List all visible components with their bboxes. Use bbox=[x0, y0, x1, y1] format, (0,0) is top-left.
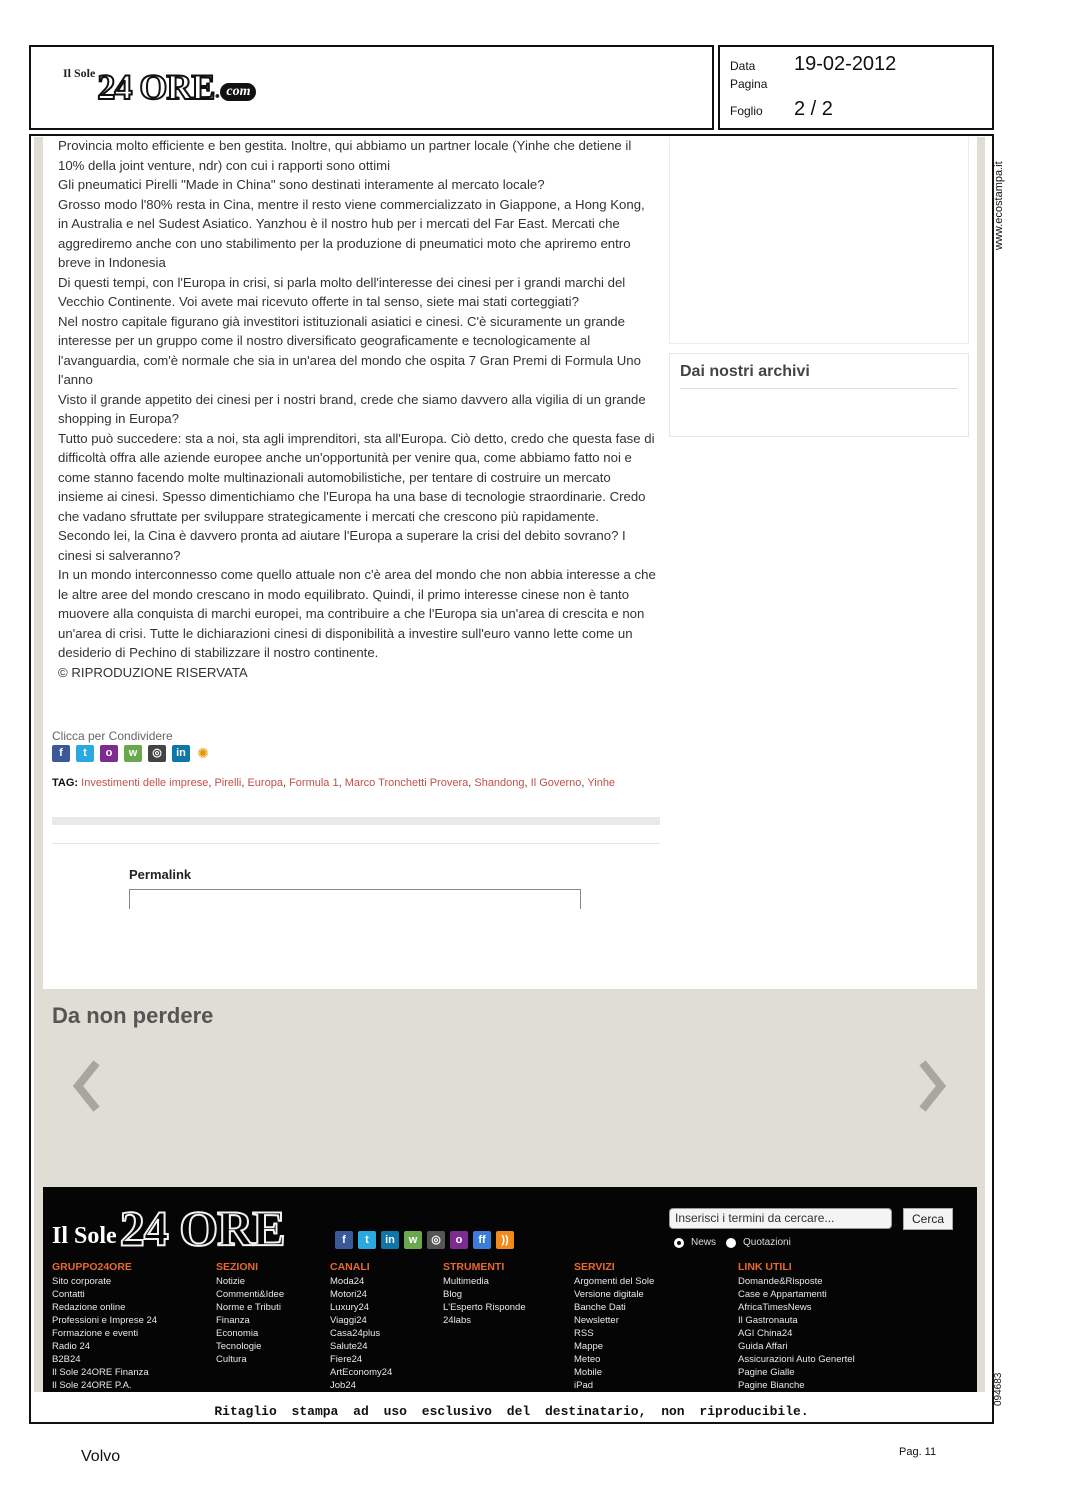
wikio-icon[interactable]: w bbox=[404, 1231, 422, 1249]
footer-link[interactable]: Guida Affari bbox=[738, 1341, 788, 1352]
footer-link[interactable]: Motori24 bbox=[330, 1289, 367, 1300]
footer-search-button[interactable]: Cerca bbox=[903, 1208, 953, 1230]
footer-column-head: STRUMENTI bbox=[443, 1261, 505, 1273]
footer-link[interactable]: Job24 bbox=[330, 1380, 356, 1391]
tag-link[interactable]: Marco Tronchetti Provera bbox=[344, 777, 469, 789]
footer-link[interactable]: Mobile bbox=[574, 1367, 602, 1378]
delicious-icon[interactable]: ◎ bbox=[427, 1231, 445, 1249]
article-tags: TAG: Investimenti delle imprese, Pirelli, Europa, Formula 1, Marco Tronchetti Provera, Shandong, Il Governo, Yinhe bbox=[52, 777, 616, 789]
logo-24ore-text: 24 ORE bbox=[97, 67, 215, 107]
footer-link[interactable]: Sito corporate bbox=[52, 1276, 112, 1287]
divider bbox=[52, 843, 660, 844]
footer-link[interactable]: AGI China24 bbox=[738, 1328, 793, 1339]
footer-link[interactable]: Mappe bbox=[574, 1341, 604, 1352]
facebook-icon[interactable]: f bbox=[335, 1231, 353, 1249]
footer-link[interactable]: iPad bbox=[574, 1380, 594, 1391]
footer-link[interactable]: Cultura bbox=[216, 1354, 247, 1365]
footer-column-head: SEZIONI bbox=[216, 1261, 259, 1273]
ecostampa-url: www.ecostampa.it bbox=[993, 161, 1005, 250]
share-icons-row bbox=[52, 745, 210, 762]
comments-toolbar-band bbox=[52, 817, 660, 825]
date-label: Data bbox=[730, 59, 756, 73]
facebook-icon[interactable]: f bbox=[52, 745, 70, 762]
sidebar-archive-box bbox=[669, 353, 969, 437]
radio-quotazioni[interactable] bbox=[726, 1237, 791, 1248]
footer-link[interactable]: Viaggi24 bbox=[330, 1315, 367, 1326]
footer-column-head: SERVIZI bbox=[574, 1261, 615, 1273]
footer-column-link-utili bbox=[738, 1261, 855, 1392]
rss-icon[interactable]: )) bbox=[496, 1231, 514, 1249]
footer-column-head: LINK UTILI bbox=[738, 1261, 792, 1273]
radio-dot bbox=[726, 1238, 736, 1248]
article-question: Gli pneumatici Pirelli "Made in China" sono destinati interamente al mercato locale? bbox=[58, 177, 545, 192]
date-value: 19-02-2012 bbox=[794, 53, 897, 75]
footer-link[interactable]: Banche Dati bbox=[574, 1302, 626, 1313]
footer-link[interactable]: Blog bbox=[443, 1289, 463, 1300]
article-question: Secondo lei, la Cina è davvero pronta ad aiutare l'Europa a superare la crisi del debito sovrano? I cinesi si salveranno? bbox=[58, 528, 626, 563]
logo-il-sole-text: Il Sole bbox=[63, 66, 96, 80]
archive-divider bbox=[680, 388, 958, 389]
article-question: Di questi tempi, con l'Europa in crisi, si parla molto dell'interesse dei cinesi per i grandi marchi del Vecchio Continente. Voi avete mai ricevuto offerte in tal senso, siete mai stati corteggiati? bbox=[58, 274, 626, 309]
footer-link[interactable]: Luxury24 bbox=[330, 1302, 370, 1313]
da-non-perdere-title: Da non perdere bbox=[52, 1003, 214, 1028]
footer-logo-24ore: 24 ORE bbox=[119, 1200, 285, 1256]
tag-link[interactable]: Europa bbox=[247, 777, 283, 789]
footer-social-icons bbox=[335, 1231, 514, 1249]
tag-link[interactable]: Pirelli bbox=[214, 777, 242, 789]
tags-label: TAG: bbox=[52, 777, 79, 789]
footer-column-strumenti bbox=[443, 1261, 526, 1327]
footer-link[interactable]: Versione digitale bbox=[574, 1289, 644, 1300]
footer-link[interactable]: B2B24 bbox=[52, 1354, 81, 1365]
page-number: Pag. 11 bbox=[899, 1446, 937, 1458]
logo-dot-text: . bbox=[214, 78, 221, 104]
footer-column-head: GRUPPO24ORE bbox=[52, 1261, 132, 1273]
footer-link[interactable]: Domande&Risposte bbox=[738, 1276, 823, 1287]
tag-link[interactable]: Yinhe bbox=[587, 777, 616, 789]
meta-sheet-row bbox=[730, 98, 833, 121]
client-name: Volvo bbox=[81, 1448, 121, 1465]
footer-logo-il-sole: Il Sole bbox=[52, 1223, 117, 1249]
meta-page-row bbox=[730, 77, 794, 91]
clip-code: 094683 bbox=[993, 1372, 1004, 1406]
sole24ore-logo[interactable] bbox=[63, 66, 256, 107]
footer-link[interactable]: RSS bbox=[574, 1328, 594, 1339]
chevron-left-icon[interactable] bbox=[70, 1060, 100, 1112]
article-paragraph: Grosso modo l'80% resta in Cina, mentre il resto viene commercializzato in Giappone, a Hong Kong, in Australia e nel Sudest Asiatico. Yanzhou è il nostro hub per i mercati del Far East. Mercati che aggrediremo anche con uno stabilimento per la produzione di pneumatici moto che apriremo entro breve in Indonesia bbox=[58, 196, 645, 270]
footer-link[interactable]: Redazione online bbox=[52, 1302, 126, 1313]
footer-link[interactable]: AfricaTimesNews bbox=[738, 1302, 812, 1313]
article-body bbox=[58, 136, 658, 682]
sheet-value: 2 / 2 bbox=[794, 98, 833, 120]
footer-search-input[interactable]: Inserisci i termini da cercare... bbox=[669, 1208, 892, 1229]
footer-link[interactable]: Formazione e eventi bbox=[52, 1328, 139, 1339]
footer-link[interactable]: Pagine Bianche bbox=[738, 1380, 805, 1391]
footer-link[interactable]: Moda24 bbox=[330, 1276, 365, 1287]
footer-link[interactable]: 24labs bbox=[443, 1315, 471, 1326]
footer-link[interactable]: Meteo bbox=[574, 1354, 601, 1365]
radio-news-label: News bbox=[691, 1237, 717, 1248]
tag-link[interactable]: Formula 1 bbox=[289, 777, 339, 789]
footer-link[interactable]: ArtEconomy24 bbox=[330, 1367, 393, 1378]
footer-column-sezioni bbox=[216, 1261, 284, 1366]
delicious-icon[interactable]: ◎ bbox=[148, 745, 166, 762]
tag-link[interactable]: Il Governo bbox=[530, 777, 582, 789]
twitter-icon[interactable]: t bbox=[76, 745, 94, 762]
oknotizie-icon[interactable]: o bbox=[100, 745, 118, 762]
footer-link[interactable]: Case e Appartamenti bbox=[738, 1289, 827, 1300]
radio-quotazioni-label: Quotazioni bbox=[743, 1237, 791, 1248]
footer-link[interactable]: Professioni e Imprese 24 bbox=[52, 1315, 158, 1326]
clipping-disclaimer: Ritaglio stampa ad uso esclusivo del destinatario, non riproducibile. bbox=[214, 1404, 809, 1419]
tag-link[interactable]: Investimenti delle imprese bbox=[81, 777, 209, 789]
footer-link[interactable]: Contatti bbox=[52, 1289, 85, 1300]
footer-column-servizi bbox=[574, 1261, 654, 1392]
footer-link[interactable]: Economia bbox=[216, 1328, 259, 1339]
more-share-icon[interactable]: ✺ bbox=[197, 745, 209, 761]
footer-link[interactable]: Pagine Gialle bbox=[738, 1367, 795, 1378]
footer-link[interactable]: Norme e Tributi bbox=[216, 1302, 281, 1313]
footer-link[interactable]: Newsletter bbox=[574, 1315, 619, 1326]
archive-title: Dai nostri archivi bbox=[680, 363, 810, 380]
footer-column-head: CANALI bbox=[330, 1261, 370, 1273]
footer-link[interactable]: Salute24 bbox=[330, 1341, 368, 1352]
friendfeed-icon[interactable]: ff bbox=[473, 1231, 491, 1249]
footer-link[interactable]: Tecnologie bbox=[216, 1341, 262, 1352]
footer-link[interactable]: Il Sole 24ORE P.A. bbox=[52, 1380, 132, 1391]
wikio-icon[interactable]: w bbox=[124, 745, 142, 762]
radio-news[interactable] bbox=[674, 1237, 716, 1248]
page-label: Pagina bbox=[730, 77, 768, 91]
linkedin-icon[interactable]: in bbox=[381, 1231, 399, 1249]
oknotizie-icon[interactable]: o bbox=[450, 1231, 468, 1249]
sheet-label: Foglio bbox=[730, 104, 763, 118]
footer-link[interactable]: Casa24plus bbox=[330, 1328, 381, 1339]
footer-link[interactable]: Il Gastronauta bbox=[738, 1315, 798, 1326]
radio-dot-selected bbox=[674, 1238, 684, 1248]
article-question: Visto il grande appetito dei cinesi per i nostri brand, crede che siamo davvero alla vigilia di un grande shopping in Europa? bbox=[58, 391, 646, 426]
footer-column-canali bbox=[330, 1261, 392, 1392]
site-footer bbox=[43, 1187, 977, 1392]
footer-link[interactable]: Fiere24 bbox=[330, 1354, 363, 1365]
footer-link[interactable]: Finanza bbox=[216, 1315, 250, 1326]
footer-link[interactable]: Assicurazioni Auto Genertel bbox=[738, 1354, 855, 1365]
chevron-right-icon[interactable] bbox=[919, 1060, 949, 1112]
footer-link[interactable]: Notizie bbox=[216, 1276, 246, 1287]
permalink-label: Permalink bbox=[129, 867, 192, 882]
header-meta-box bbox=[718, 45, 994, 130]
footer-link[interactable]: Radio 24 bbox=[52, 1341, 91, 1352]
article-paragraph: In un mondo interconnesso come quello attuale non c'è area del mondo che non abbia interesse a che le altre aree del mondo crescano in modo equilibrato. Quindi, il primo interesse cinese non è tanto muovere alla conquista di marchi europei, ma contribuire a che l'Europa sia un'area di crescita e non un'area di crisi. Tutte le dichiarazioni cinesi di disponibilità a investire sull'euro vanno lette come un desiderio di Pechino di stabilizzare il nostro continente. bbox=[58, 567, 656, 660]
logo-com-badge: com bbox=[220, 83, 256, 101]
tag-link[interactable]: Shandong bbox=[474, 777, 525, 789]
footer-link[interactable]: Argomenti del Sole bbox=[574, 1276, 655, 1287]
share-label: Clicca per Condividere bbox=[52, 729, 173, 743]
header-logo-box bbox=[29, 45, 714, 130]
footer-link[interactable]: L'Esperto Risponde bbox=[443, 1302, 526, 1313]
twitter-icon[interactable]: t bbox=[358, 1231, 376, 1249]
footer-link[interactable]: Multimedia bbox=[443, 1276, 489, 1287]
footer-column-gruppo bbox=[52, 1261, 157, 1392]
footer-logo[interactable] bbox=[52, 1200, 285, 1256]
article-paragraph: Tutto può succedere: sta a noi, sta agli imprenditori, sta all'Europa. Ciò detto, credo che questa fase di difficoltà offra alle aziende europee anche un'opportunità per venire qua, come abbiamo fatto noi e come stanno facendo molte multinazionali automobilistiche, per tentare di costruire un mercato insieme ai cinesi. Spesso dimentichiamo che l'Europa ha una base di tecnologie straordinarie. Credo che vadano sfruttate per sviluppare strategicamente i mercati che crescono più rapidamente. bbox=[58, 430, 655, 524]
footer-link[interactable]: Commenti&Idee bbox=[216, 1289, 285, 1300]
linkedin-icon[interactable]: in bbox=[172, 745, 190, 762]
copyright-notice: © RIPRODUZIONE RISERVATA bbox=[58, 664, 248, 680]
article-paragraph: Nel nostro capitale figurano già investitori istituzionali asiatici e cinesi. C'è sicuramente un grande interesse per un gruppo come il nostro diversificato geograficamente e tecnologicamente al l'avanguardia, com'è normale che sia in un'area del mondo che ospita 7 Gran Premi di Formula Uno l'anno bbox=[58, 313, 641, 387]
permalink-field[interactable] bbox=[129, 889, 581, 909]
article-paragraph: Provincia molto efficiente e ben gestita. Inoltre, qui abbiamo un partner locale (Yinhe che detiene il 10% della joint venture, ndr) con cui i rapporti sono ottimi bbox=[58, 138, 632, 173]
sidebar-empty-box bbox=[669, 137, 969, 344]
footer-link[interactable]: Il Sole 24ORE Finanza bbox=[52, 1367, 149, 1378]
meta-date-row bbox=[730, 53, 896, 76]
